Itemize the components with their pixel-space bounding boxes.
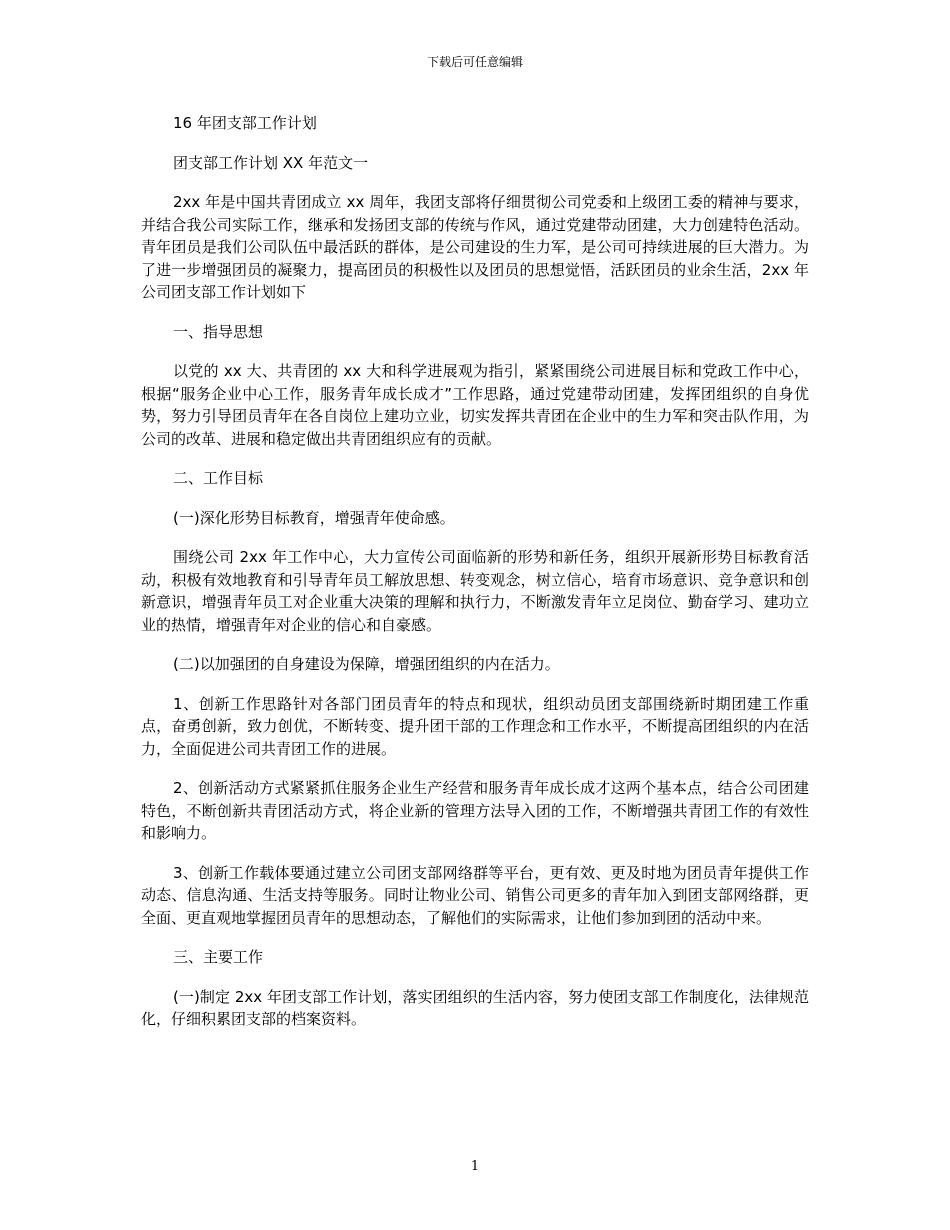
paragraph-item-3: 3、创新工作载体要通过建立公司团支部网络群等平台，更有效、更及时地为团员青年提供工作动态、信息沟通、生活支持等服务。同时让物业公司、销售公司更多的青年加入到团支部网络群，更全面、更直观地掌握团员青年的思想动态，了解他们的实际需求，让他们参加到团的活动中来。 [141,863,809,927]
paragraph-guiding-ideology: 以党的 xx 大、共青团的 xx 大和科学进展观为指引，紧紧围绕公司进展目标和党政工作中心，根据“服务企业中心工作，服务青年成长成才”工作思路，通过党建带动团建，发挥团组织的自身优势，努力引导团员青年在各自岗位上建功立业，切实发挥共青团在企业中的生力军和突击队作用，为公司的改革、进展和稳定做出共青团组织应有的贡献。 [141,362,809,448]
page-number: 1 [470,1159,480,1174]
subheading-goal-2: (二)以加强团的自身建设为保障，增强团组织的内在活力。 [173,655,560,673]
section-heading-work-goals: 二、工作目标 [173,469,264,487]
subheading-goal-1: (一)深化形势目标教育，增强青年使命感。 [173,508,455,527]
paragraph-item-2: 2、创新活动方式紧紧抓住服务企业生产经营和服务青年成长成才这两个基本点，结合公司团建特色，不断创新共青团活动方式，将企业新的管理方法导入团的工作，不断增强共青团工作的有效性和影响力。 [141,779,809,842]
paragraph-item-1: 1、创新工作思路针对各部门团员青年的特点和现状，组织动员团支部围绕新时期团建工作重点，奋勇创新，致力创优，不断转变、提升团干部的工作理念和工作水平，不断提高团组织的内在活力，全面促进公司共青团工作的进展。 [141,694,809,758]
section-heading-main-work: 三、主要工作 [173,948,264,966]
document-title: 16 年团支部工作计划 [173,114,317,132]
document-subtitle: 团支部工作计划 XX 年范文一 [173,153,369,172]
paragraph-intro: 2xx 年是中国共青团成立 xx 周年，我团支部将仔细贯彻公司党委和上级团工委的精神与要求，并结合我公司实际工作，继承和发扬团支部的传统与作风，通过党建带动团建，大力创建特色活动。青年团员是我们公司队伍中最活跃的群体，是公司建设的生力军，是公司可持续进展的巨大潜力。为了进一步增强团员的凝聚力，提高团员的积极性以及团员的思想觉悟，活跃团员的业余生活，2xx 年公司团支部工作计划如下 [141,193,809,301]
document-body [141,112,809,1048]
paragraph-main-work-1: (一)制定 2xx 年团支部工作计划，落实团组织的生活内容，努力使团支部工作制度化，法律规范化，仔细积累团支部的档案资料。 [141,987,809,1028]
paragraph-goal-1: 围绕公司 2xx 年工作中心，大力宣传公司面临新的形势和新任务，组织开展新形势目标教育活动，积极有效地教育和引导青年员工解放思想、转变观念，树立信心，培育市场意识、竞争意识和创新意识，增强青年员工对企业重大决策的理解和执行力，不断激发青年立足岗位、勤奋学习、建功立业的热情，增强青年对企业的信心和自豪感。 [141,548,809,634]
page-header-note: 下载后可任意编辑 [426,55,523,69]
section-heading-guiding-ideology: 一、指导思想 [173,322,264,341]
